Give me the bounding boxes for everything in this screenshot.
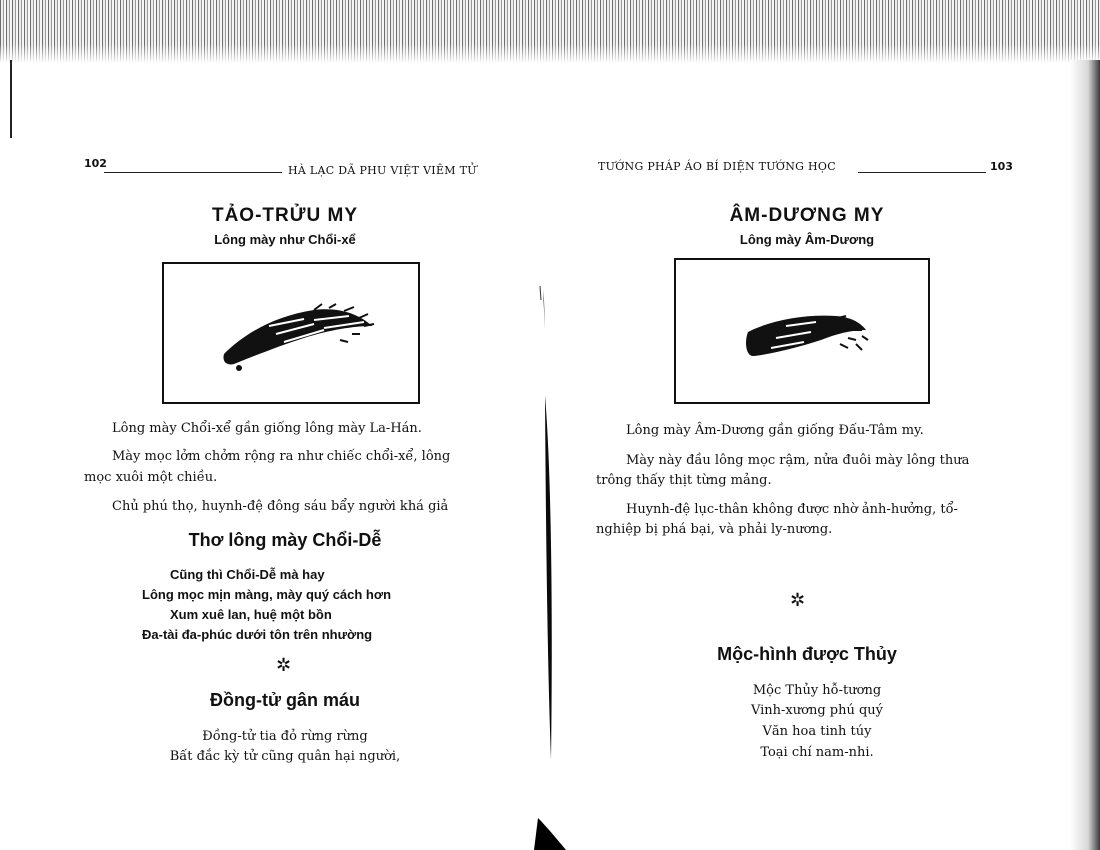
section-heading-right: Mộc-hình được Thủy bbox=[717, 644, 897, 664]
body-paragraph-3-right-cont: nghiệp bị phá bại, và phải ly-nương. bbox=[596, 522, 833, 537]
verse-line-4-right: Toại chí nam-nhi. bbox=[760, 745, 874, 760]
section-heading-left: Đồng-tử gân máu bbox=[209, 690, 361, 710]
ornament-left: ✲ bbox=[276, 655, 292, 676]
ornament-right: ✲ bbox=[790, 590, 806, 611]
verse-line-1: Đồng-tử tia đỏ rừng rừng bbox=[202, 729, 368, 744]
eyebrow-broom-illustration bbox=[164, 264, 418, 402]
chapter-title-right: ÂM-DƯƠNG MY bbox=[729, 205, 885, 226]
body-paragraph-3-right: Huynh-đệ lục-thân không được nhờ ảnh-hưởng, tổ- bbox=[626, 502, 958, 517]
body-paragraph-1: Lông mày Chổi-xể gần giống lông mày La-Hán. bbox=[112, 421, 422, 436]
eyebrow-figure-frame-right bbox=[674, 258, 930, 404]
verse-line-1-right: Mộc Thủy hỗ-tương bbox=[752, 683, 882, 698]
body-paragraph-2-right-cont: trông thấy thịt từng mảng. bbox=[596, 473, 772, 488]
right-page bbox=[560, 0, 1100, 850]
left-page bbox=[0, 0, 540, 850]
running-head-left: HÀ LẠC DÃ PHU VIỆT VIÊM TỬ bbox=[288, 164, 477, 177]
gutter-shadow-thin bbox=[543, 290, 545, 330]
body-paragraph-2-cont: mọc xuôi một chiều. bbox=[84, 470, 218, 485]
gutter-tick bbox=[540, 286, 541, 300]
running-head-rule-right bbox=[858, 172, 986, 173]
chapter-title-left: TẢO-TRỬU MY bbox=[211, 205, 359, 226]
running-head-right: TƯỚNG PHÁP ÁO BÍ DIỆN TƯỚNG HỌC bbox=[598, 160, 836, 173]
eyebrow-figure-frame-left bbox=[162, 262, 420, 404]
chapter-subtitle-right: Lông mày Âm-Dương bbox=[739, 232, 875, 247]
page-number-right: 103 bbox=[990, 160, 1013, 173]
verse-line-2: Bất đắc kỳ tử cũng quân hại người, bbox=[169, 749, 401, 764]
body-paragraph-1-right: Lông mày Âm-Dương gần giống Đấu-Tâm my. bbox=[626, 423, 924, 438]
poem-line-2: Lông mọc mịn màng, mày quý cách hơn bbox=[142, 587, 392, 602]
body-paragraph-3: Chủ phú thọ, huynh-đệ đông sáu bẩy người khá giả bbox=[112, 499, 449, 514]
chapter-subtitle-left: Lông mày như Chổi-xể bbox=[214, 232, 356, 247]
poem-line-1: Cũng thì Chổi-Dễ mà hay bbox=[170, 567, 325, 582]
poem-heading: Thơ lông mày Chổi-Dễ bbox=[188, 530, 382, 550]
gutter-shadow-stroke bbox=[545, 395, 552, 760]
body-paragraph-2-right: Mày này đầu lông mọc rậm, nửa đuôi mày lông thưa bbox=[626, 453, 970, 468]
eyebrow-yin-yang-illustration bbox=[676, 260, 928, 402]
running-head-rule-left bbox=[104, 172, 282, 173]
poem-line-4: Đa-tài đa-phúc dưới tôn trên nhường bbox=[142, 627, 373, 642]
verse-line-3-right: Văn hoa tinh túy bbox=[762, 724, 872, 739]
page-number-left: 102 bbox=[84, 157, 107, 170]
poem-line-3: Xum xuê lan, huệ một bồn bbox=[170, 607, 332, 622]
verse-line-2-right: Vinh-xương phú quý bbox=[750, 703, 884, 718]
body-paragraph-2: Mày mọc lởm chởm rộng ra như chiếc chổi-xể, lông bbox=[112, 449, 451, 464]
